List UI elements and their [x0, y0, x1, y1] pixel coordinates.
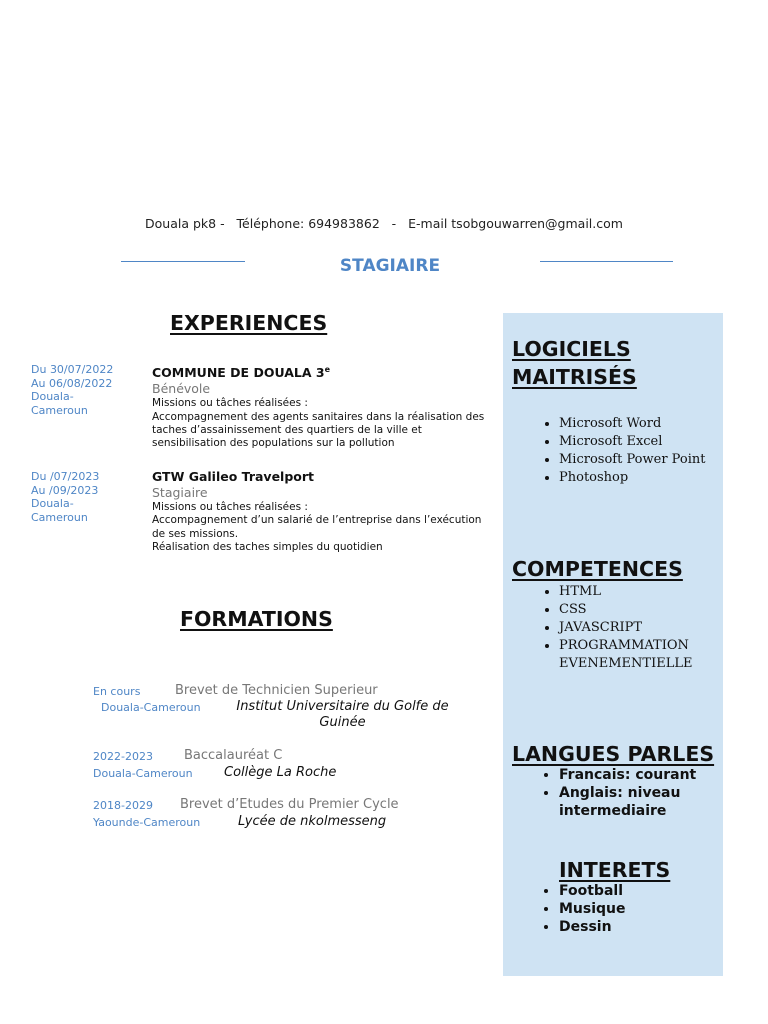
experience-date-to: Au /09/2023: [31, 483, 99, 497]
langues-list: [503, 766, 759, 820]
experience-role: Stagiaire: [152, 485, 208, 500]
experience-task: Missions ou tâches réalisées :: [152, 397, 308, 410]
formations-heading: FORMATIONS: [180, 607, 333, 631]
interets-list: [503, 882, 626, 936]
list-item: • Microsoft Excel: [559, 433, 705, 451]
experience-date-to: Au 06/08/2022: [31, 376, 113, 390]
experience-dates: [31, 363, 143, 417]
list-item: • Photoshop: [559, 469, 705, 487]
divider-right: [540, 261, 673, 262]
experiences-heading: EXPERIENCES: [170, 311, 328, 335]
langues-heading: LANGUES PARLES: [512, 742, 715, 766]
competences-list: [503, 583, 759, 673]
experience-item: [152, 469, 488, 555]
formation-place: Douala-Cameroun: [93, 767, 193, 780]
formation-degree: Brevet de Technicien Superieur: [175, 683, 378, 698]
competences-heading: COMPETENCES: [512, 557, 683, 581]
experience-location: Douala-Cameroun: [31, 497, 88, 524]
divider-left: [121, 261, 245, 262]
formation-school: Lycée de nkolmesseng: [238, 814, 387, 829]
experience-dates: [31, 470, 143, 524]
list-item: • JAVASCRIPT: [559, 619, 759, 637]
experience-company: GTW Galileo Travelport: [152, 469, 315, 484]
logiciels-list: [503, 415, 705, 487]
list-item: • Anglais: niveau intermediaire: [559, 784, 759, 820]
formation-school: Institut Universitaire du Golfe de Guinée: [236, 699, 449, 730]
experience-company: COMMUNE DE DOUALA 3e: [152, 365, 331, 381]
list-item: • Francais: courant: [559, 766, 759, 784]
list-item: • Microsoft Word: [559, 415, 705, 433]
list-item: • Dessin: [559, 918, 626, 936]
experience-location: Douala-Cameroun: [31, 390, 88, 417]
interets-heading: INTERETS: [559, 858, 671, 882]
experience-date-from: Du /07/2023: [31, 470, 100, 483]
experience-task: Réalisation des taches simples du quotidien: [152, 541, 383, 554]
experience-task: Accompagnement d’un salarié de l’entreprise dans l’exécution de ses missions.: [152, 514, 482, 540]
formation-place: Douala-Cameroun: [101, 701, 201, 714]
list-item: • PROGRAMMATION EVENEMENTIELLE: [559, 637, 759, 673]
experience-role: Bénévole: [152, 381, 211, 397]
formation-degree: Baccalauréat C: [184, 748, 283, 763]
job-title: STAGIAIRE: [339, 256, 441, 276]
experience-item: [152, 362, 488, 451]
list-item: • Microsoft Power Point: [559, 451, 705, 469]
list-item: • CSS: [559, 601, 759, 619]
experience-task: Accompagnement des agents sanitaires dans la réalisation des taches d’assainissement des quartiers de la ville et sensibilisation des populations sur la pollution: [152, 410, 485, 450]
formation-school: Collège La Roche: [224, 765, 337, 780]
logiciels-heading: LOGICIELS MAITRISÉS: [512, 337, 637, 389]
contact-line: Douala pk8 - Téléphone: 694983862 - E-mail tsobgouwarren@gmail.com: [145, 216, 623, 231]
experience-date-from: Du 30/07/2022: [31, 363, 114, 376]
list-item: • HTML: [559, 583, 759, 601]
formation-date: 2022-2023: [93, 750, 153, 763]
list-item: • Musique: [559, 900, 626, 918]
formation-date: 2018-2029: [93, 799, 153, 812]
list-item: • Football: [559, 882, 626, 900]
formation-date: En cours: [93, 685, 141, 698]
formation-place: Yaounde-Cameroun: [93, 816, 201, 829]
experience-task: Missions ou tâches réalisées :: [152, 501, 308, 513]
formation-degree: Brevet d’Etudes du Premier Cycle: [180, 797, 399, 812]
